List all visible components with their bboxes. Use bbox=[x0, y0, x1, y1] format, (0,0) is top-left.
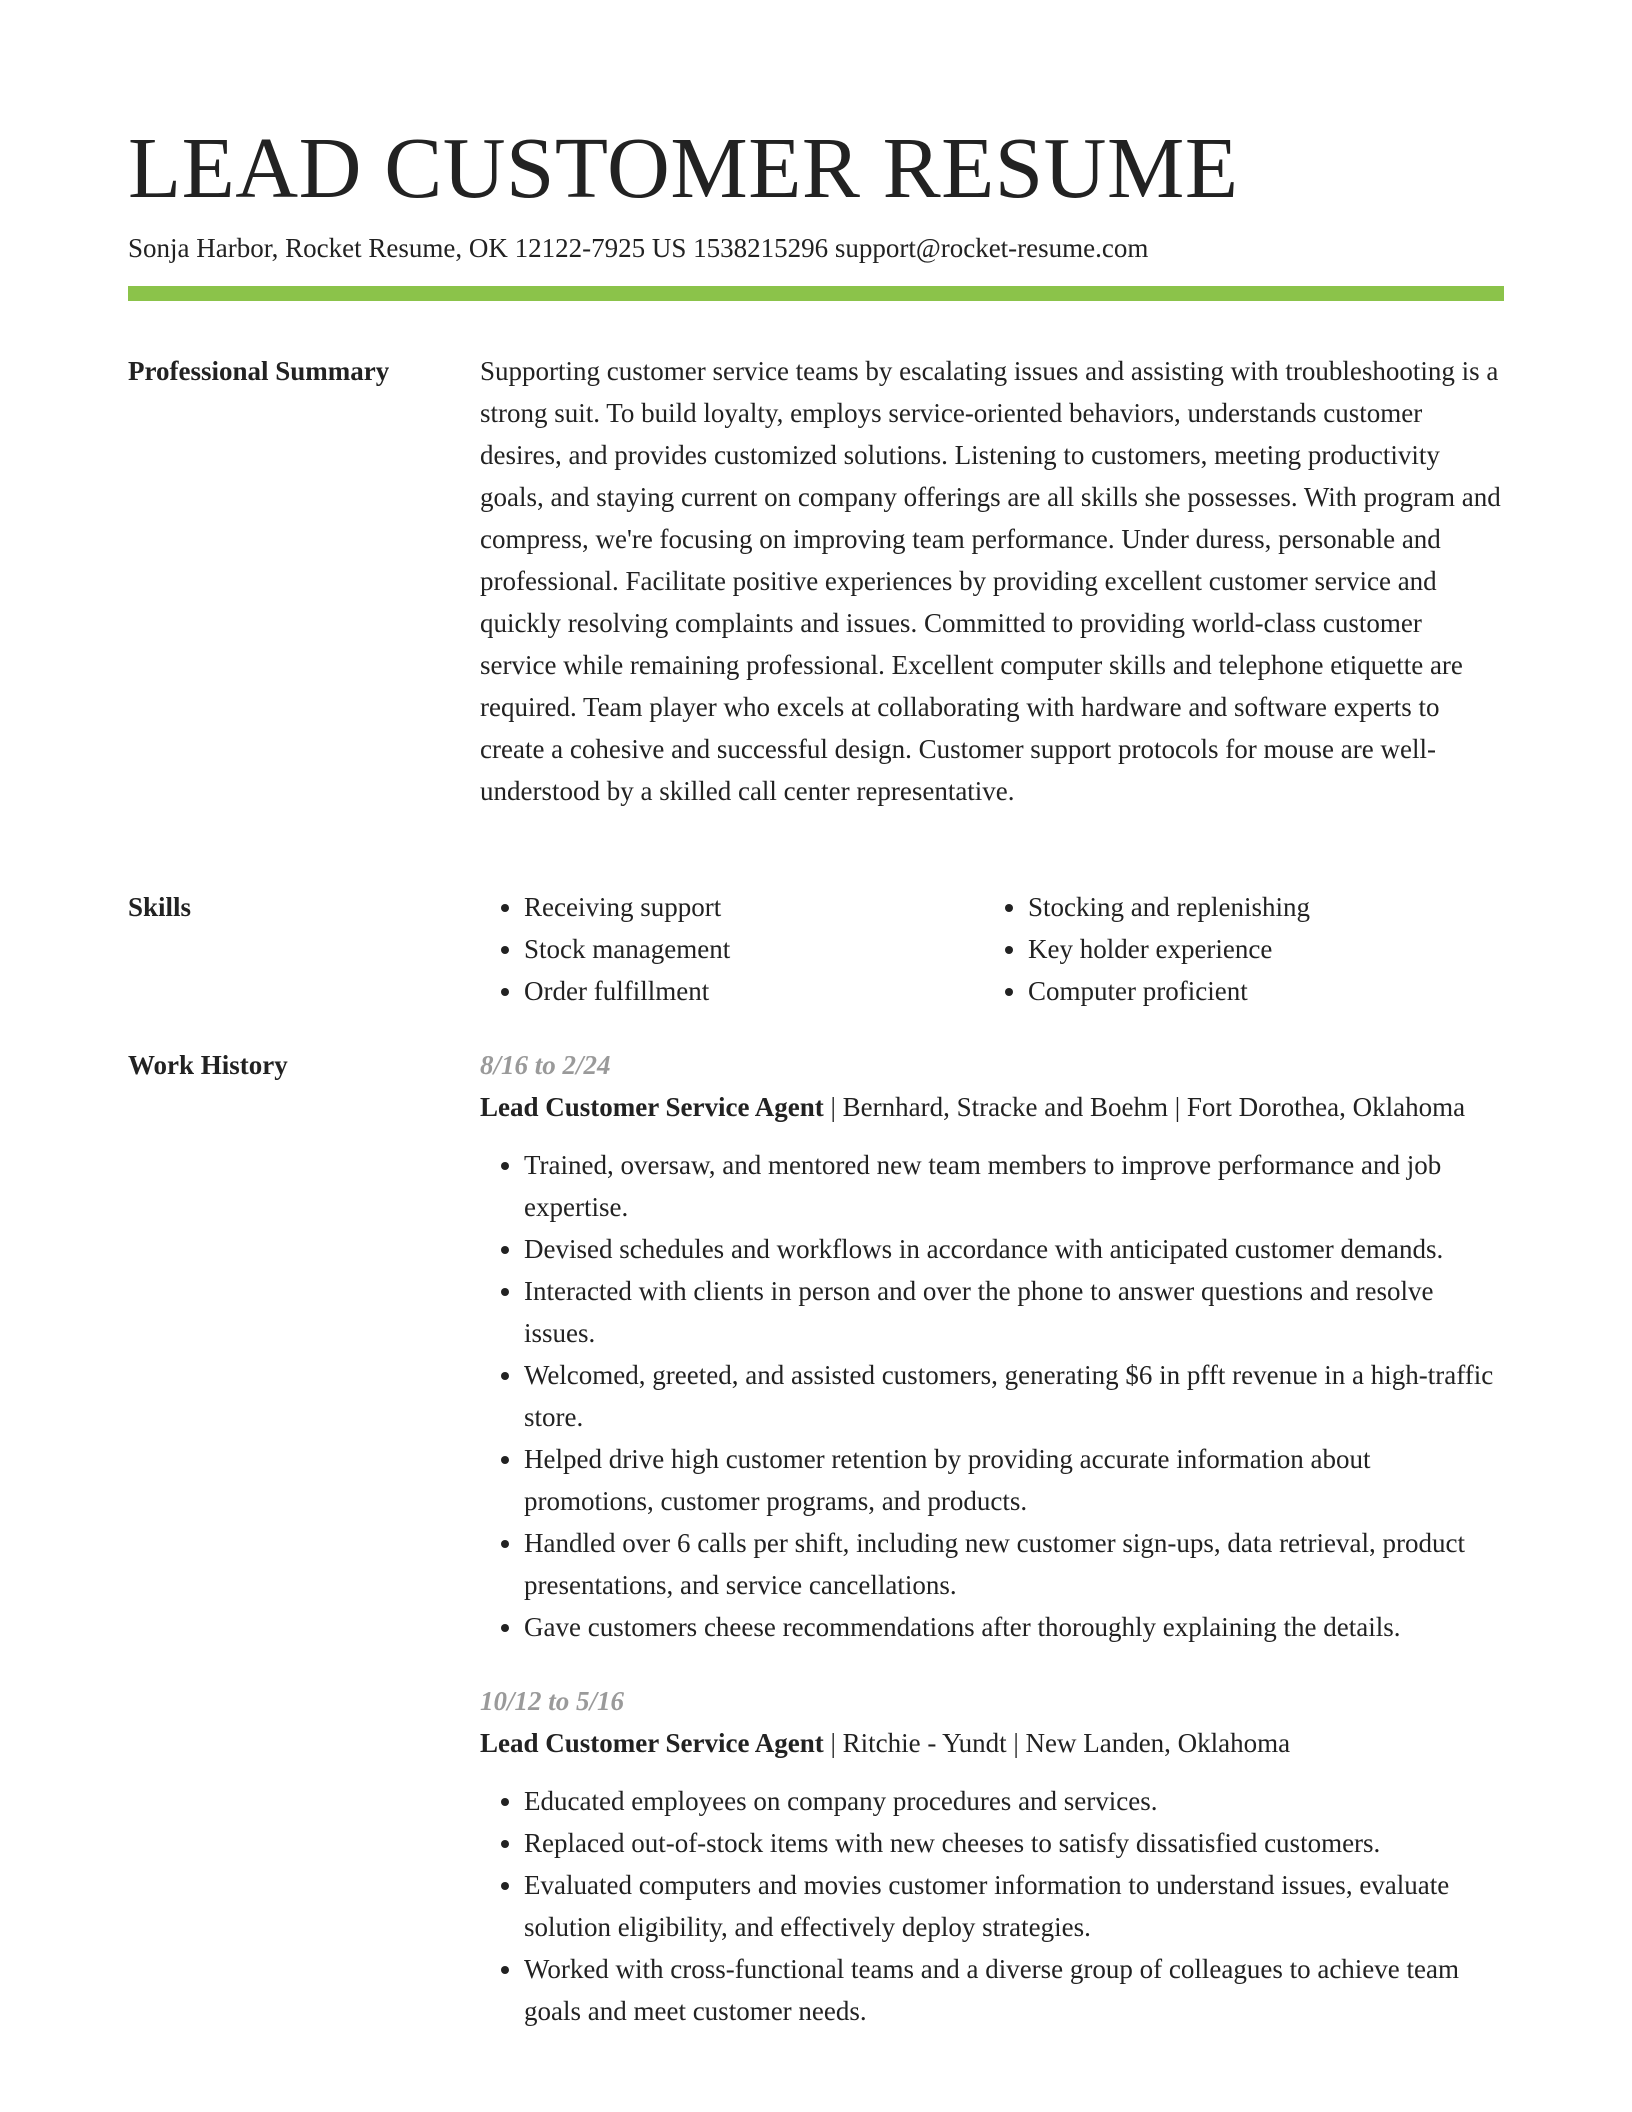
job-entry bbox=[480, 1680, 1504, 2032]
job-bullet: • Helped drive high customer retention by providing accurate information about promotions, customer programs, and products. bbox=[524, 1438, 1504, 1522]
job-bullet: • Worked with cross-functional teams and a diverse group of colleagues to achieve team goals and meet customer needs. bbox=[524, 1948, 1504, 2032]
job-bullet: • Replaced out-of-stock items with new cheeses to satisfy dissatisfied customers. bbox=[524, 1822, 1504, 1864]
job-bullet: • Evaluated computers and movies customer information to understand issues, evaluate solution eligibility, and effectively deploy strategies. bbox=[524, 1864, 1504, 1948]
job-bullet: • Interacted with clients in person and over the phone to answer questions and resolve issues. bbox=[524, 1270, 1504, 1354]
resume-title: LEAD CUSTOMER RESUME bbox=[128, 119, 1239, 216]
summary-heading: Professional Summary bbox=[128, 356, 390, 386]
skills-column-right bbox=[984, 886, 1488, 1012]
skill-item: • Stocking and replenishing bbox=[1028, 886, 1488, 928]
summary-body bbox=[480, 350, 1504, 812]
job-details: | Bernhard, Stracke and Boehm | Fort Dorothea, Oklahoma bbox=[823, 1092, 1466, 1122]
work-history-heading: Work History bbox=[128, 1050, 288, 1080]
skill-item: • Order fulfillment bbox=[524, 970, 984, 1012]
skills-grid bbox=[480, 886, 1504, 1012]
skills-column-left bbox=[480, 886, 984, 1012]
job-bullets bbox=[480, 1144, 1504, 1648]
job-header bbox=[480, 1722, 1504, 1764]
summary-text: Supporting customer service teams by escalating issues and assisting with troubleshooting is a strong suit. To build loyalty, employs service-oriented behaviors, understands customer desires, and provides customized solutions. Listening to customers, meeting productivity goals, and staying current on company offerings are all skills she possesses. With program and compress, we're focusing on improving team performance. Under duress, personable and professional. Facilitate positive experiences by providing excellent customer service and quickly resolving complaints and issues. Committed to providing world-class customer service while remaining professional. Excellent computer skills and telephone etiquette are required. Team player who excels at collaborating with hardware and software experts to create a cohesive and successful design. Customer support protocols for mouse are well-understood by a skilled call center representative. bbox=[480, 356, 1501, 806]
work-history-body bbox=[480, 1044, 1504, 2032]
job-title: Lead Customer Service Agent bbox=[480, 1092, 824, 1122]
job-bullet: • Trained, oversaw, and mentored new team members to improve performance and job expertise. bbox=[524, 1144, 1504, 1228]
job-bullet: • Gave customers cheese recommendations after thoroughly explaining the details. bbox=[524, 1606, 1504, 1648]
skill-item: • Computer proficient bbox=[1028, 970, 1488, 1012]
job-entry bbox=[480, 1044, 1504, 1648]
skill-item: • Stock management bbox=[524, 928, 984, 970]
header-divider bbox=[128, 286, 1504, 301]
job-bullet: • Handled over 6 calls per shift, including new customer sign-ups, data retrieval, product presentations, and service cancellations. bbox=[524, 1522, 1504, 1606]
contact-line: Sonja Harbor, Rocket Resume, OK 12122-7925 US 1538215296 support@rocket-resume.com bbox=[128, 233, 1149, 263]
skills-heading: Skills bbox=[128, 892, 192, 922]
skill-item: • Receiving support bbox=[524, 886, 984, 928]
job-title: Lead Customer Service Agent bbox=[480, 1728, 824, 1758]
job-dates: 8/16 to 2/24 bbox=[480, 1050, 611, 1080]
skill-item: • Key holder experience bbox=[1028, 928, 1488, 970]
job-details: | Ritchie - Yundt | New Landen, Oklahoma bbox=[823, 1728, 1291, 1758]
job-bullet: • Educated employees on company procedures and services. bbox=[524, 1780, 1504, 1822]
job-dates: 10/12 to 5/16 bbox=[480, 1686, 625, 1716]
job-bullet: • Welcomed, greeted, and assisted customers, generating $6 in pfft revenue in a high-traffic store. bbox=[524, 1354, 1504, 1438]
skills-body bbox=[480, 886, 1504, 1012]
job-bullets bbox=[480, 1780, 1504, 2032]
job-header bbox=[480, 1086, 1504, 1128]
job-bullet: • Devised schedules and workflows in accordance with anticipated customer demands. bbox=[524, 1228, 1504, 1270]
